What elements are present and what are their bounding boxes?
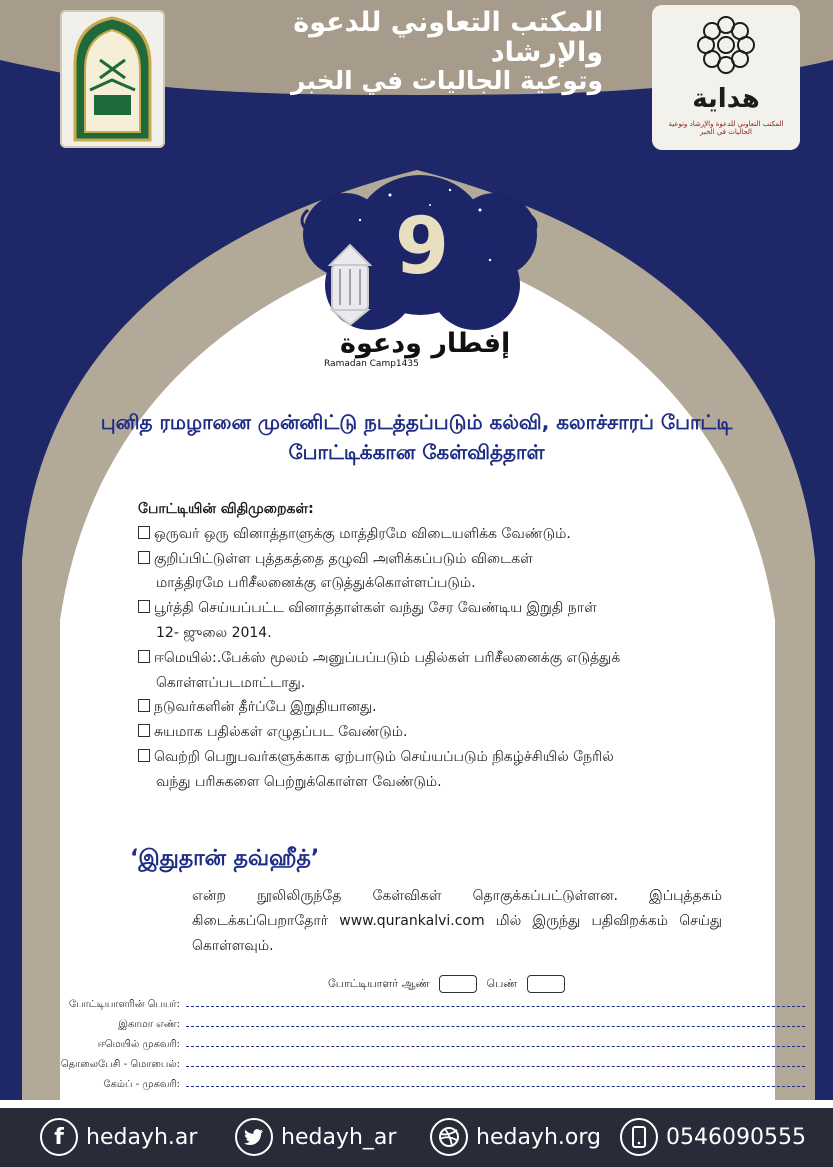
form-row-phone [40, 1056, 805, 1076]
page-title: புனித ரமழானை முன்னிட்டு நடத்தப்படும் கல்வி, கலாச்சாரப் போட்டி [100, 410, 733, 434]
field-label: போட்டியாளரின் பெயர்: [69, 999, 180, 1010]
phone-link[interactable] [620, 1116, 806, 1158]
facebook-link[interactable] [40, 1116, 197, 1158]
male-label: போட்டியாளர் ஆண் [328, 977, 430, 990]
gender-selector [328, 975, 571, 993]
name-field[interactable] [186, 1006, 805, 1007]
phone-field[interactable] [186, 1066, 805, 1067]
field-label: இகாமா எண்: [118, 1019, 180, 1030]
rule-text-cont: மாத்திரமே பரிசீலனைக்கு எடுத்துக்கொள்ளப்படும். [156, 575, 476, 592]
rule-text-cont: 12- ஜுலை 2014. [156, 624, 272, 641]
form-row-address [40, 1076, 805, 1096]
org-name-line2: وتوعية الجاليات في الخبر [290, 66, 603, 96]
rule-text: வெற்றி பெறுபவர்களுக்காக ஏற்பாடும் செய்யப்படும் நிகழ்ச்சியில் நேரில் [154, 748, 614, 765]
facebook-icon: f [40, 1118, 78, 1156]
bullet-icon [138, 699, 150, 712]
twitter-handle: hedayh_ar [281, 1124, 397, 1150]
camp-name-english: Ramadan Camp1435 [324, 359, 419, 369]
org-name-line1: المكتب التعاوني للدعوة والإرشاد [293, 7, 603, 68]
logo-wordmark: هداية [692, 84, 760, 114]
rule-item [138, 745, 718, 795]
email-field[interactable] [186, 1046, 805, 1047]
phone-number: 0546090555 [666, 1124, 806, 1150]
rules-heading: போட்டியின் விதிமுறைகள்: [138, 501, 314, 517]
rule-item [138, 695, 718, 720]
rule-item [138, 547, 718, 597]
male-checkbox[interactable] [439, 975, 477, 993]
female-checkbox[interactable] [527, 975, 565, 993]
camp-name-arabic: إفطار ودعوة [340, 328, 511, 359]
camp-number: 9 [394, 202, 450, 292]
rule-item [138, 646, 718, 696]
rule-text: ஒருவர் ஒரு வினாத்தாளுக்கு மாத்திரமே விடையளிக்க வேண்டும். [154, 525, 571, 542]
facebook-handle: hedayh.ar [86, 1124, 198, 1150]
rules-section [138, 497, 718, 795]
footer-bar [0, 1108, 833, 1167]
mobile-phone-icon [620, 1118, 658, 1156]
entry-form [40, 996, 805, 1096]
logo-subtitle: المكتب التعاوني للدعوة والإرشاد وتوعية الجاليات في الخبر [668, 120, 784, 136]
form-row-iqama [40, 1016, 805, 1036]
header [0, 0, 833, 150]
website-url: hedayh.org [476, 1124, 601, 1150]
form-row-email [40, 1036, 805, 1056]
book-title: ‘இதுதான் தவ்ஹீத்’ [130, 846, 320, 871]
field-label: கேம்ப் - முகவரி: [103, 1079, 180, 1090]
org-name-arabic [243, 8, 603, 95]
twitter-link[interactable] [235, 1116, 396, 1158]
bullet-icon [138, 749, 150, 762]
form-row-name [40, 996, 805, 1016]
rule-text: நடுவர்களின் தீர்ப்பே இறுதியானது. [154, 699, 377, 716]
field-label: ஈமெயில் முகவரி: [97, 1039, 180, 1050]
rule-text: ஈமெயில்:.பேக்ஸ் மூலம் அனுப்பப்படும் பதில்கள் பரிசீலனைக்கு எடுத்துக் [154, 649, 621, 666]
twitter-icon [235, 1118, 273, 1156]
rule-item [138, 596, 718, 646]
hedayh-logo [652, 5, 800, 150]
bullet-icon [138, 650, 150, 663]
bullet-icon [138, 724, 150, 737]
iqama-field[interactable] [186, 1026, 805, 1027]
rule-text: குறிப்பிட்டுள்ள புத்தகத்தை தழுவி அளிக்கப்படும் விடைகள் [154, 550, 533, 567]
bullet-icon [138, 551, 150, 564]
page-subtitle: போட்டிக்கான கேள்வித்தாள் [288, 440, 545, 464]
rule-text-cont: கொள்ளப்படமாட்டாது. [156, 674, 306, 691]
dribbble-icon [430, 1118, 468, 1156]
bullet-icon [138, 526, 150, 539]
book-description: என்ற நூலிலிருந்தே கேள்விகள் தொகுக்கப்பட்டுள்ளன. இப்புத்தகம் கிடைக்கப்பெறாதோர் www.qurankalvi.com மில் இருந்து பதிவிறக்கம் செய்து கொள்ளவும். [192, 888, 722, 954]
rule-item [138, 720, 718, 745]
rule-text-cont: வந்து பரிசுகளை பெற்றுக்கொள்ள வேண்டும். [156, 773, 442, 790]
rule-text: பூர்த்தி செய்யப்பட்ட வினாத்தாள்கள் வந்து சேர வேண்டிய இறுதி நாள் [154, 600, 597, 617]
website-link[interactable] [430, 1116, 601, 1158]
field-label: தொலைபேசி - மொபைல்: [60, 1059, 180, 1070]
bullet-icon [138, 600, 150, 613]
female-label: பெண் [486, 977, 518, 990]
address-field[interactable] [186, 1086, 805, 1087]
ministry-emblem [60, 10, 165, 148]
rule-item [138, 522, 718, 547]
rule-text: சுயமாக பதில்கள் எழுதப்பட வேண்டும். [154, 724, 408, 741]
